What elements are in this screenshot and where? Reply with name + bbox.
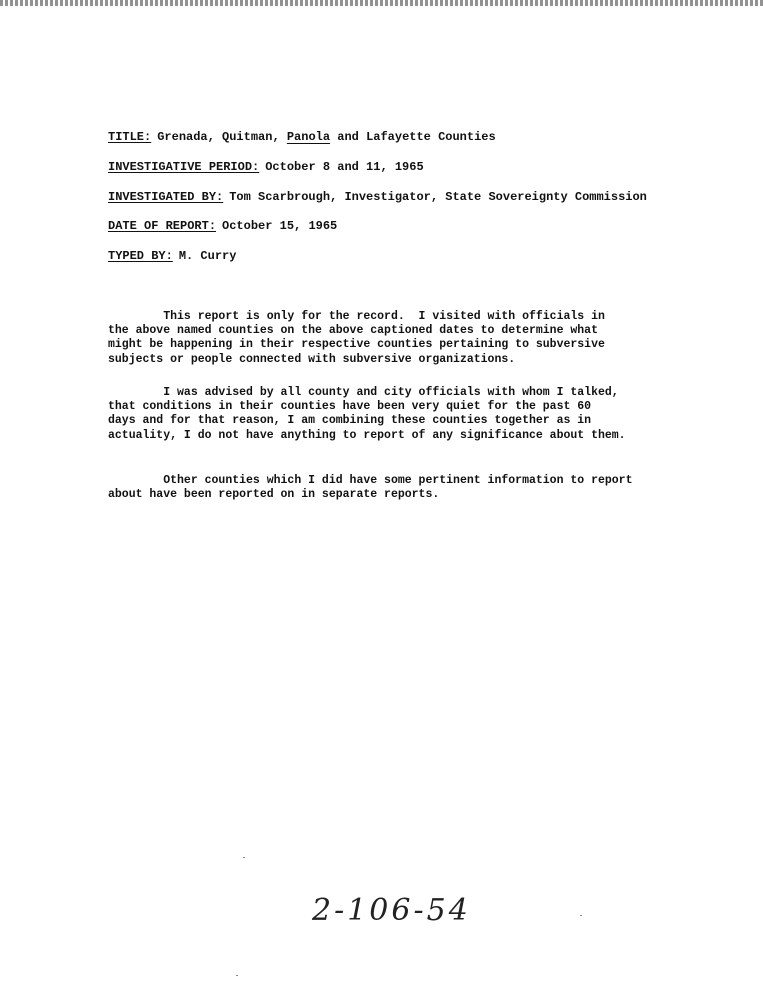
title-value-underlined: Panola <box>286 130 331 144</box>
investigated-by-line <box>108 190 647 204</box>
title-value <box>157 130 495 144</box>
scan-speck <box>580 915 582 916</box>
title-value-suffix: and Lafayette Counties <box>330 130 496 144</box>
date-of-report-line <box>108 219 337 233</box>
title-value-prefix: Grenada, Quitman, <box>157 130 287 144</box>
handwritten-file-number: 2-106-54 <box>312 893 471 928</box>
title-label: TITLE: <box>108 130 152 144</box>
scan-speck <box>236 975 238 976</box>
investigated-value: Tom Scarbrough, Investigator, State Sovereignty Commission <box>229 190 647 204</box>
period-value: October 8 and 11, 1965 <box>265 160 424 174</box>
period-label: INVESTIGATIVE PERIOD: <box>108 160 260 174</box>
title-line <box>108 130 496 144</box>
date-label: DATE OF REPORT: <box>108 219 217 233</box>
body-paragraph-2: I was advised by all county and city officials with whom I talked, that conditions in their counties have been very quiet for the past 60 days and for that reason, I am combining these counties together as in actuality, I do not have anything to report of any significance about them. <box>108 386 626 442</box>
scan-top-edge <box>0 0 763 6</box>
typed-label: TYPED BY: <box>108 249 173 263</box>
investigated-label: INVESTIGATED BY: <box>108 190 224 204</box>
scan-speck <box>243 857 245 858</box>
date-value: October 15, 1965 <box>222 219 338 233</box>
typed-by-line <box>108 249 236 263</box>
investigative-period-line <box>108 160 424 174</box>
typed-value: M. Curry <box>178 249 237 263</box>
body-paragraph-3: Other counties which I did have some pertinent information to report about have been reported on in separate reports. <box>108 474 633 502</box>
body-paragraph-1: This report is only for the record. I visited with officials in the above named counties on the above captioned dates to determine what might be happening in their respective counties pertaining to subversive subjects or people connected with subversive organizations. <box>108 310 605 366</box>
